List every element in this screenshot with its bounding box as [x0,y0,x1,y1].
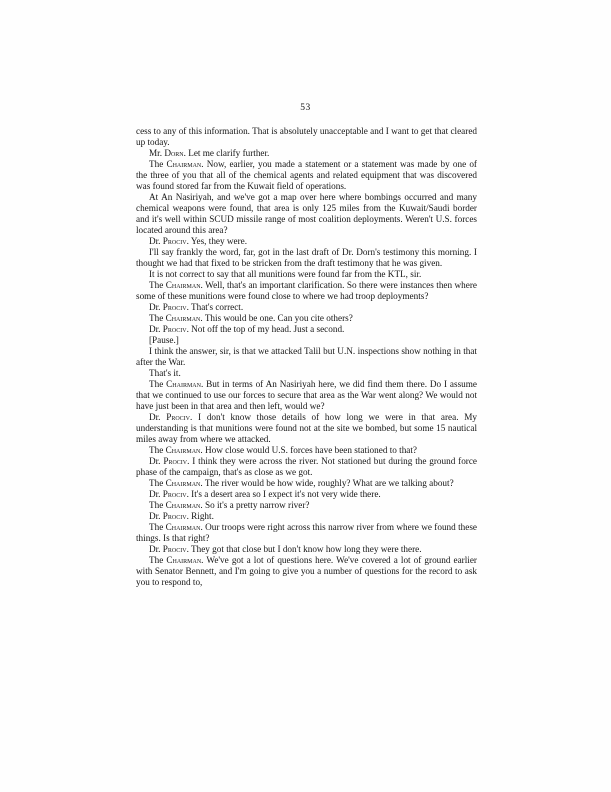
transcript-body [136,126,477,588]
transcript-paragraph: Mr. Dorn. Let me clarify further. [149,148,270,158]
speaker-name: Chairman [165,500,201,510]
transcript-paragraph: Dr. Prociv. They got that close but I don't know how long they were there. [149,544,422,554]
transcript-paragraph: The Chairman. This would be one. Can you cite others? [149,313,353,323]
transcript-paragraph: Dr. Prociv. I don't know those details of how long we were in that area. My understanding is that munitions were found not at the site we bombed, but some 15 nautical miles away from where we attacked. [136,412,477,444]
transcript-paragraph: Dr. Prociv. I think they were across the river. Not stationed but during the ground force phase of the campaign, that's as close as we got. [136,456,478,477]
transcript-paragraph: [Pause.] [149,335,179,345]
speaker-name: Chairman [165,478,201,488]
transcript-paragraph: I'll say frankly the word, far, got in the last draft of Dr. Dorn's testimony this morning. I thought we had that fixed to be stricken from the draft testimony that he was given. [136,247,477,268]
speaker-name: Prociv [162,324,187,334]
transcript-paragraph: The Chairman. So it's a pretty narrow river? [149,500,310,510]
speaker-name: Prociv [162,511,187,521]
transcript-paragraph: I think the answer, sir, is that we attacked Talil but U.N. inspections show nothing in that after the War. [136,346,477,367]
transcript-paragraph: The Chairman. Well, that's an important clarification. So there were instances then where some of these munitions were found close to where we had troop deployments? [136,280,477,301]
page-number: 53 [300,103,311,113]
speaker-name: Chairman [165,445,201,455]
transcript-paragraph: The Chairman. We've got a lot of questions here. We've covered a lot of ground earlier with Senator Bennett, and I'm going to give you a number of questions for the record to ask you to respond to, [136,555,477,587]
speaker-name: Chairman [166,555,202,565]
transcript-paragraph: The Chairman. Our troops were right across this narrow river from where we found these things. Is that right? [136,522,477,543]
transcript-paragraph: Dr. Prociv. That's correct. [149,302,244,312]
speaker-name: Prociv [162,302,187,312]
transcript-paragraph: At An Nasiriyah, and we've got a map over here where bombings occurred and many chemical weapons were found, that area is only 125 miles from the Kuwait/Saudi border and it's well within SCUD missile range of most coalition deployments. Weren't U.S. forces located around this area? [136,192,477,235]
speaker-name: Chairman [165,313,201,323]
transcript-paragraph: Dr. Prociv. It's a desert area so I expect it's not very wide there. [149,489,381,499]
speaker-name: Chairman [165,522,201,532]
transcript-paragraph: It is not correct to say that all munitions were found far from the KTL, sir. [149,269,422,279]
speaker-name: Prociv [163,456,188,466]
transcript-paragraph: Dr. Prociv. Yes, they were. [149,236,248,246]
speaker-name: Prociv [162,489,187,499]
transcript-paragraph: Dr. Prociv. Right. [149,511,214,521]
speaker-name: Prociv [166,412,190,422]
speaker-name: Chairman [165,280,201,290]
transcript-paragraph: Dr. Prociv. Not off the top of my head. Just a second. [149,324,345,334]
transcript-paragraph: The Chairman. But in terms of An Nasiriyah here, we did find them there. Do I assume that we continued to use our forces to secure that area as the War went along? We would not have just been in that area and then left, would we? [136,379,477,411]
transcript-paragraph: The Chairman. The river would be how wide, roughly? What are we talking about? [149,478,454,488]
transcript-paragraph: cess to any of this information. That is absolutely unacceptable and I want to get that cleared up today. [136,126,477,147]
speaker-name: Prociv [162,544,187,554]
speaker-name: Chairman [166,159,202,169]
speaker-name: Chairman [166,379,201,389]
transcript-paragraph: That's it. [149,368,181,378]
transcript-paragraph: The Chairman. How close would U.S. forces have been stationed to that? [149,445,418,455]
speaker-name: Dorn [164,148,184,158]
speaker-name: Prociv [162,236,187,246]
transcript-paragraph: The Chairman. Now, earlier, you made a statement or a statement was made by one of the three of you that all of the chemical agents and related equipment that was discovered was found stored far from the Kuwait field of operations. [136,159,477,191]
